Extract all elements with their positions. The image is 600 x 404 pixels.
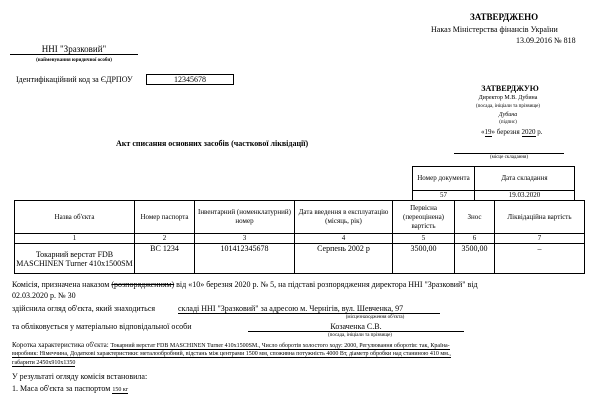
account-value: Козаченка С.В. (248, 322, 464, 332)
approve-date-mid: » березня (491, 128, 520, 136)
approve-date-year: 2020 (521, 128, 536, 136)
col-number: 3 (195, 234, 295, 244)
doc-number-header: Номер документа (413, 167, 475, 191)
mass-label: 1. Маса об'єкта за паспортом (12, 384, 111, 393)
place-caption: (місце складання) (489, 155, 529, 160)
cell-liquidation: – (495, 244, 585, 274)
col-number: 5 (393, 234, 455, 244)
approve-person: Директор М.В. Дубина (478, 95, 538, 101)
org-name: ННІ "Зразковий" (10, 44, 138, 55)
desc-value-2: виробник: Німеччина, Додаткові характеристики: металообробний, відстань між центрами 1500 мм, споживна потужність 4000 Вт, діаметр обробки над станиною 410 мм., (12, 351, 451, 357)
cell-name: Токарний верстат FDB MASCHINEN Turner 410x1500SM (15, 244, 135, 274)
col-header-date: Дата введення в експлуатацію (місяць, рік) (295, 201, 393, 234)
approve-date-open: « (481, 128, 485, 136)
inspect-value: складі ННІ "Зразковий" за адресою м. Чернігів, вул. Шевченка, 97 (178, 304, 440, 314)
approved-top-line1: Наказ Міністерства фінансів України (431, 25, 558, 34)
desc-value-1: Токарний верстат FDB MASCHINEN Turner 410x1500SM., Число оборотів холостого ходу: 2000, Регулювання оборотів: так, Країна- (110, 343, 450, 349)
org-caption: (найменування юридичної особи) (36, 58, 112, 63)
edrpou-value: 12345678 (146, 74, 234, 85)
cell-passport: ВС 1234 (135, 244, 195, 274)
cell-inventory: 101412345678 (195, 244, 295, 274)
table-header-row (15, 201, 585, 234)
account-caption: (посада, ініціали та прізвище) (328, 333, 392, 338)
doc-date-header: Дата складання (475, 167, 575, 191)
inspect-caption: (місцезнаходження об'єкта) (345, 315, 405, 320)
approve-signature-caption: (підпис) (499, 120, 517, 125)
approve-date-day: 19 (484, 128, 492, 136)
mass-line (12, 384, 128, 393)
desc-value-3: габарити 2450х910х1350 (12, 360, 76, 366)
inspect-label: здійснила огляд об'єкта, який знаходиться (12, 304, 156, 313)
col-header-name: Назва об'єкта (15, 201, 135, 234)
approve-date (481, 128, 543, 136)
col-header-cost: Первісна (переоцінена) вартість (393, 201, 455, 234)
commission-line2: 02.03.2020 р. № 30 (12, 291, 76, 300)
description (12, 341, 450, 349)
result-label: У результаті огляду комісія встановила: (12, 372, 148, 381)
document-title: Акт списання основних засобів (часткової ліквідації) (116, 139, 309, 148)
commission-strike: (розпорядженням) (111, 280, 175, 289)
col-header-inventory: Інвентарний (номенклатурний) номер (195, 201, 295, 234)
mass-value: 150 кг (112, 387, 129, 393)
approved-top-line2: 13.09.2016 № 818 (516, 36, 576, 45)
approve-title: ЗАТВЕРДЖУЮ (481, 84, 539, 93)
table-row (15, 244, 585, 274)
table-number-row (15, 234, 585, 244)
cell-date: Серпень 2002 р (295, 244, 393, 274)
commission-post: від «10» березня 2020 р. № 5, на підставі розпорядження директора ННІ "Зразковий" від (176, 280, 478, 289)
col-number: 2 (135, 234, 195, 244)
account-label: та обліковується у матеріально відповідальної особи (12, 322, 192, 331)
col-number: 1 (15, 234, 135, 244)
col-number: 4 (295, 234, 393, 244)
commission-pre: Комісія, призначена наказом (12, 280, 110, 289)
approve-person-caption: (посада, ініціали та прізвище) (476, 104, 540, 109)
col-header-wear: Знос (455, 201, 495, 234)
cell-cost: 3500,00 (393, 244, 455, 274)
col-header-passport: Номер паспорта (135, 201, 195, 234)
cell-wear: 3500,00 (455, 244, 495, 274)
approve-date-end: р. (537, 128, 543, 136)
doc-date-value: 19.03.2020 (475, 191, 575, 201)
place-line (454, 153, 564, 154)
doc-number-value: 57 (413, 191, 475, 201)
doc-number-table (412, 166, 575, 201)
approved-top-title: ЗАТВЕРДЖЕНО (470, 12, 539, 22)
assets-table (14, 200, 585, 274)
edrpou-label: Ідентифікаційний код за ЄДРПОУ (16, 75, 133, 84)
commission-text (12, 280, 478, 289)
approve-signature: Дубина (498, 112, 518, 118)
desc-label: Коротка характеристика об'єкта: (12, 341, 109, 349)
col-number: 6 (455, 234, 495, 244)
col-number: 7 (495, 234, 585, 244)
col-header-liquidation: Ліквідаційна вартість (495, 201, 585, 234)
